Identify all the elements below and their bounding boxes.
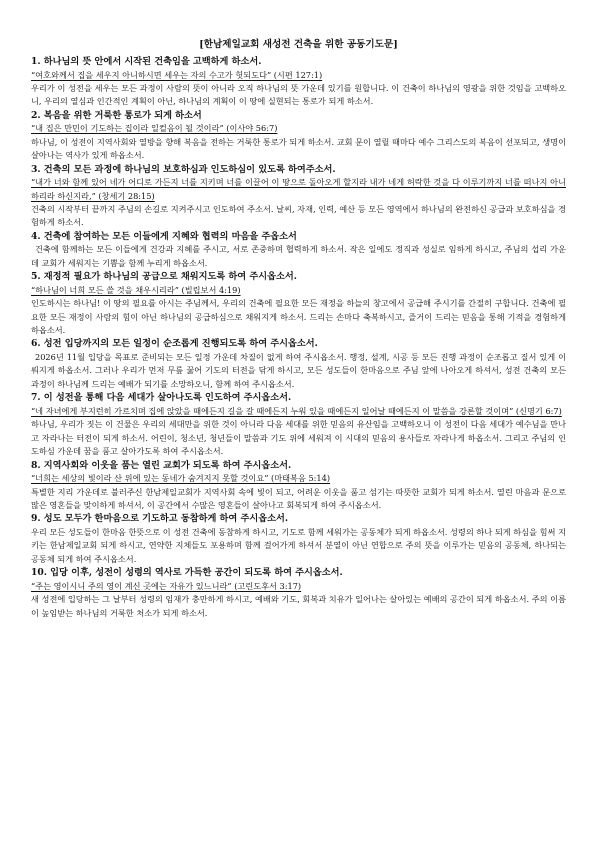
section-heading: 6. 성전 입당까지의 모든 일정이 순조롭게 진행되도록 하여 주시옵소서. [31,338,318,350]
prayer-paragraph: 우리 모든 성도들이 한마음 한뜻으로 이 성전 건축에 동참하게 하시고, 기도로 함께 세워가는 공동체가 되게 하옵소서. 성령의 하나 되게 하심을 힘써 지키는 한남제일교회 되게 하시고, 연약한 지체들도 포용하며 함께 걸어가게 하셔서 분열이 아닌 연합으로 주의 뜻을 이루가는 믿음의 공동체, 하나되는 공동체 되게 하여 주시옵소서. [31,526,566,564]
prayer-paragraph: 건축의 시작부터 끝까지 주님의 손길로 지켜주시고 인도하여 주소서. 날씨, 자재, 인력, 예산 등 모든 영역에서 하나님의 완전하신 공급과 보호하심을 경험하게 하소서. [31,204,566,228]
section-heading: 3. 건축의 모든 과정에 하나님의 보호하심과 인도하심이 있도록 하여주소서. [31,163,336,175]
prayer-paragraph: 우리가 이 성전을 세우는 모든 과정이 사람의 뜻이 아니라 오직 하나님의 뜻 가운데 있기를 원합니다. 이 건축이 하나님의 영광을 위한 것임을 고백하오니, 우리의 열심과 인간적인 계획이 아닌, 하나님의 계획이 이 땅에 실현되는 통로가 되게 하소서. [31,83,566,107]
scripture-verse: “네 자녀에게 부지런히 가르치며 집에 앉았을 때에든지 길을 갈 때에든지 누워 있을 때에든지 일어날 때에든지 이 말씀을 강론할 것이며” (신명기 6:7) [31,405,562,416]
prayer-section-2 [31,109,566,163]
section-heading: 4. 건축에 참여하는 모든 이들에게 지혜와 협력의 마음을 주옵소서 [31,230,297,242]
scripture-verse: “내가 너와 함께 있어 네가 어디로 가든지 너를 지키며 너를 이끌어 이 땅으로 돌아오게 할지라 내가 네게 허락한 것을 다 이루기까지 너를 떠나지 아니하리라 하신지라,” (창세기 28:15) [31,177,566,201]
scripture-verse: “여호와께서 집을 세우지 아니하시면 세우는 자의 수고가 헛되도다” (시편 127:1) [31,69,323,80]
prayer-section-8 [31,459,566,513]
prayer-section-7 [31,391,566,458]
prayer-paragraph: 2026년 11월 입당을 목표로 준비되는 모든 일정 가운데 차질이 없게 하여 주시옵소서. 행정, 설계, 시공 등 모든 진행 과정이 순조롭고 질서 있게 이뤄지게 하옵소서. 그러나 우리가 먼저 무릎 꿇어 기도의 터전을 닦게 하시고, 모든 성도들이 한마음으로 주님 앞에 나아오게 하셔서, 성전 건축의 모든 과정이 하나님께 드리는 예배가 되기를 소망하오니, 함께 하여 주시옵소서. [31,352,566,389]
prayer-section-1 [31,55,566,109]
prayer-section-6 [31,337,566,391]
prayer-paragraph: 새 성전에 입당하는 그 날부터 성령의 임재가 충만하게 하시고, 예배와 기도, 회복과 치유가 일어나는 살아있는 예배의 공간이 되게 하옵소서. 주의 이름이 높임받는 하나님의 거룩한 처소가 되게 하소서. [31,594,566,618]
prayer-paragraph: 하나님, 이 성전이 지역사회와 열방을 향해 복음을 전하는 거룩한 통로가 되게 하소서. 교회 문이 열릴 때마다 예수 그리스도의 복음이 선포되고, 생명이 살아나는 역사가 있게 하옵소서. [31,136,566,161]
section-heading: 5. 재정적 필요가 하나님의 공급으로 채워지도록 하여 주시옵소서. [31,271,297,283]
prayer-section-9 [31,512,566,566]
scripture-verse: “주는 영이시니 주의 영이 계신 곳에는 자유가 있느니라” (고린도후서 3:17) [31,580,302,591]
section-heading: 8. 지역사회와 이웃을 품는 열린 교회가 되도록 하여 주시옵소서. [31,459,292,471]
scripture-verse: “하나님이 너희 모든 쓸 것을 채우시리라” (빌립보서 4:19) [31,284,241,295]
prayer-paragraph: 특별한 지리 가운데로 불러주신 한남제일교회가 지역사회 속에 빛이 되고, 어려운 이웃을 품고 섬기는 따뜻한 교회가 되게 하소서. 열린 마음과 문으로 많은 영혼들을 맞이하게 하셔서, 이 공간에서 수많은 영혼들이 살아나고 회복되게 하여 주시옵소서. [31,486,566,510]
scripture-verse: “너희는 세상의 빛이라 산 위에 있는 동네가 숨겨지지 못할 것이요” (마태복음 5:14) [31,473,331,484]
prayer-section-3 [31,163,566,230]
prayer-section-5 [31,270,566,337]
prayer-section-10 [31,566,566,620]
prayer-section-4 [31,230,566,270]
prayer-paragraph: 건축에 함께하는 모든 이들에게 건강과 지혜를 주시고, 서로 존중하며 협력하게 하소서. 작은 일에도 정직과 성실로 임하게 하시고, 주님의 섭리 가운데 교회가 세워지는 기쁨을 함께 누리게 하옵소서. [31,244,566,268]
document-title: [한남제일교회 새성전 건축을 위한 공동기도문] [199,39,398,50]
section-heading: 9. 성도 모두가 한마음으로 기도하고 동참하게 하여 주시옵소서. [31,513,289,525]
prayer-paragraph: 인도하시는 하나님! 이 땅의 필요를 아시는 주님께서, 우리의 건축에 필요한 모든 재정을 하늘의 창고에서 공급해 주시기를 간절히 구합니다. 건축에 필요한 모든 재정이 사람의 힘이 아닌 하나님의 공급하심으로 채워지게 하소서. 드리는 손마다 축복하시고, 즐거이 드리는 믿음을 통해 기적을 경험하게 하옵소서. [31,298,566,336]
prayer-paragraph: 하나님, 우리가 짓는 이 건물은 우리의 세대만을 위한 것이 아니라 다음 세대를 위한 믿음의 유산임을 고백하오니 이 성전이 다음 세대가 예수님을 만나고 자라나는 터전이 되게 하소서. 어린이, 청소년, 청년들이 말씀과 기도 위에 세워져 이 시대의 믿음의 용사들로 자라나게 하옵소서. 그리고 주님의 인도하심 가운데 꿈을 품고 살아가도록 하여 주시옵소서. [31,419,566,457]
section-heading: 2. 복음을 위한 거룩한 통로가 되게 하소서 [31,109,202,121]
section-heading: 1. 하나님의 뜻 안에서 시작된 건축임을 고백하게 하소서. [31,56,262,67]
section-heading: 10. 입당 이후, 성전이 성령의 역사로 가득한 공간이 되도록 하여 주시옵소서. [31,567,343,579]
scripture-verse: “내 집은 만민이 기도하는 집이라 일컬음이 될 것이라” (이사야 56:7) [31,123,278,134]
section-heading: 7. 이 성전을 통해 다음 세대가 살아나도록 인도하여 주시옵소서. [31,392,292,404]
